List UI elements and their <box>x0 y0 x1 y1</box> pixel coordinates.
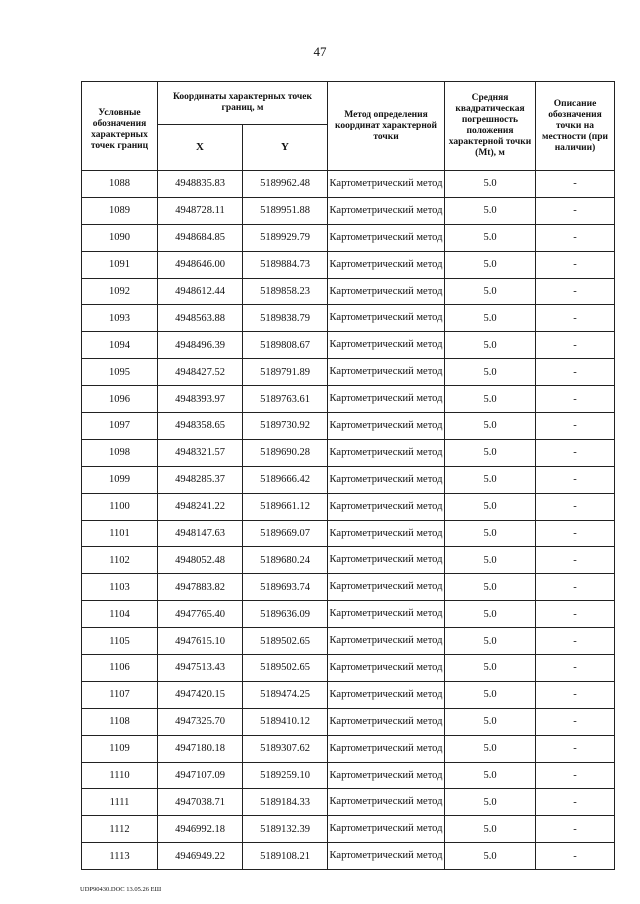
description-cell: - <box>536 655 615 682</box>
description-cell: - <box>536 628 615 655</box>
error-cell: 5.0 <box>445 520 536 547</box>
table-row <box>82 224 615 251</box>
error-cell: 5.0 <box>445 843 536 870</box>
error-cell: 5.0 <box>445 789 536 816</box>
x-coordinate-cell: 4947325.70 <box>158 708 243 735</box>
method-cell: Картометрический метод <box>328 466 445 493</box>
x-coordinate-cell: 4948241.22 <box>158 493 243 520</box>
table-row <box>82 681 615 708</box>
table-row <box>82 628 615 655</box>
error-cell: 5.0 <box>445 762 536 789</box>
method-cell: Картометрический метод <box>328 655 445 682</box>
description-cell: - <box>536 439 615 466</box>
description-cell: - <box>536 171 615 198</box>
table-row <box>82 359 615 386</box>
point-id-cell: 1100 <box>82 493 158 520</box>
error-cell: 5.0 <box>445 628 536 655</box>
point-id-cell: 1102 <box>82 547 158 574</box>
y-coordinate-cell: 5189108.21 <box>243 843 328 870</box>
table-row <box>82 816 615 843</box>
description-cell: - <box>536 789 615 816</box>
y-coordinate-cell: 5189791.89 <box>243 359 328 386</box>
point-id-cell: 1107 <box>82 681 158 708</box>
y-coordinate-cell: 5189474.25 <box>243 681 328 708</box>
x-coordinate-cell: 4947180.18 <box>158 735 243 762</box>
point-id-cell: 1105 <box>82 628 158 655</box>
error-cell: 5.0 <box>445 439 536 466</box>
method-cell: Картометрический метод <box>328 493 445 520</box>
x-coordinate-cell: 4948147.63 <box>158 520 243 547</box>
error-cell: 5.0 <box>445 386 536 413</box>
description-cell: - <box>536 466 615 493</box>
description-cell: - <box>536 359 615 386</box>
error-cell: 5.0 <box>445 493 536 520</box>
x-coordinate-cell: 4948358.65 <box>158 413 243 440</box>
method-cell: Картометрический метод <box>328 278 445 305</box>
x-coordinate-cell: 4946992.18 <box>158 816 243 843</box>
description-cell: - <box>536 197 615 224</box>
y-coordinate-cell: 5189661.12 <box>243 493 328 520</box>
method-cell: Картометрический метод <box>328 681 445 708</box>
point-id-cell: 1097 <box>82 413 158 440</box>
table-row <box>82 547 615 574</box>
table-row <box>82 520 615 547</box>
y-coordinate-cell: 5189680.24 <box>243 547 328 574</box>
point-id-cell: 1091 <box>82 251 158 278</box>
y-coordinate-cell: 5189763.61 <box>243 386 328 413</box>
table-row <box>82 197 615 224</box>
table-row <box>82 762 615 789</box>
error-cell: 5.0 <box>445 681 536 708</box>
method-cell: Картометрический метод <box>328 251 445 278</box>
point-id-cell: 1095 <box>82 359 158 386</box>
table-row <box>82 439 615 466</box>
x-coordinate-cell: 4948285.37 <box>158 466 243 493</box>
x-coordinate-cell: 4947420.15 <box>158 681 243 708</box>
point-id-cell: 1090 <box>82 224 158 251</box>
x-coordinate-cell: 4948427.52 <box>158 359 243 386</box>
error-cell: 5.0 <box>445 601 536 628</box>
y-coordinate-cell: 5189929.79 <box>243 224 328 251</box>
point-id-cell: 1113 <box>82 843 158 870</box>
error-cell: 5.0 <box>445 708 536 735</box>
y-coordinate-cell: 5189259.10 <box>243 762 328 789</box>
description-cell: - <box>536 708 615 735</box>
table-row <box>82 171 615 198</box>
table-row <box>82 601 615 628</box>
description-cell: - <box>536 762 615 789</box>
coordinates-table <box>81 81 615 870</box>
method-cell: Картометрический метод <box>328 171 445 198</box>
point-id-cell: 1112 <box>82 816 158 843</box>
x-coordinate-cell: 4948321.57 <box>158 439 243 466</box>
table-row <box>82 574 615 601</box>
header-description: Описание обозначения точки на местности (при наличии) <box>536 82 615 171</box>
x-coordinate-cell: 4947615.10 <box>158 628 243 655</box>
error-cell: 5.0 <box>445 466 536 493</box>
method-cell: Картометрический метод <box>328 439 445 466</box>
table-row <box>82 735 615 762</box>
header-method: Метод определения координат характерной точки <box>328 82 445 171</box>
error-cell: 5.0 <box>445 359 536 386</box>
y-coordinate-cell: 5189502.65 <box>243 655 328 682</box>
description-cell: - <box>536 601 615 628</box>
y-coordinate-cell: 5189636.09 <box>243 601 328 628</box>
description-cell: - <box>536 305 615 332</box>
method-cell: Картометрический метод <box>328 413 445 440</box>
error-cell: 5.0 <box>445 278 536 305</box>
point-id-cell: 1094 <box>82 332 158 359</box>
method-cell: Картометрический метод <box>328 574 445 601</box>
point-id-cell: 1092 <box>82 278 158 305</box>
description-cell: - <box>536 386 615 413</box>
method-cell: Картометрический метод <box>328 816 445 843</box>
method-cell: Картометрический метод <box>328 547 445 574</box>
description-cell: - <box>536 520 615 547</box>
table-row <box>82 305 615 332</box>
method-cell: Картометрический метод <box>328 601 445 628</box>
header-point-designation: Условные обозначения характерных точек границ <box>82 82 158 171</box>
error-cell: 5.0 <box>445 224 536 251</box>
x-coordinate-cell: 4948612.44 <box>158 278 243 305</box>
point-id-cell: 1111 <box>82 789 158 816</box>
point-id-cell: 1110 <box>82 762 158 789</box>
method-cell: Картометрический метод <box>328 520 445 547</box>
method-cell: Картометрический метод <box>328 332 445 359</box>
error-cell: 5.0 <box>445 655 536 682</box>
method-cell: Картометрический метод <box>328 762 445 789</box>
point-id-cell: 1104 <box>82 601 158 628</box>
point-id-cell: 1103 <box>82 574 158 601</box>
y-coordinate-cell: 5189838.79 <box>243 305 328 332</box>
x-coordinate-cell: 4948563.88 <box>158 305 243 332</box>
method-cell: Картометрический метод <box>328 305 445 332</box>
description-cell: - <box>536 843 615 870</box>
table-row <box>82 386 615 413</box>
error-cell: 5.0 <box>445 251 536 278</box>
point-id-cell: 1093 <box>82 305 158 332</box>
header-row <box>82 82 615 125</box>
table-row <box>82 655 615 682</box>
description-cell: - <box>536 493 615 520</box>
description-cell: - <box>536 735 615 762</box>
y-coordinate-cell: 5189184.33 <box>243 789 328 816</box>
y-coordinate-cell: 5189884.73 <box>243 251 328 278</box>
x-coordinate-cell: 4948646.00 <box>158 251 243 278</box>
error-cell: 5.0 <box>445 413 536 440</box>
y-coordinate-cell: 5189502.65 <box>243 628 328 655</box>
description-cell: - <box>536 816 615 843</box>
table-row <box>82 251 615 278</box>
point-id-cell: 1109 <box>82 735 158 762</box>
method-cell: Картометрический метод <box>328 386 445 413</box>
description-cell: - <box>536 332 615 359</box>
y-coordinate-cell: 5189808.67 <box>243 332 328 359</box>
header-y: Y <box>243 125 328 171</box>
error-cell: 5.0 <box>445 547 536 574</box>
x-coordinate-cell: 4947038.71 <box>158 789 243 816</box>
x-coordinate-cell: 4948684.85 <box>158 224 243 251</box>
table-row <box>82 466 615 493</box>
point-id-cell: 1089 <box>82 197 158 224</box>
y-coordinate-cell: 5189669.07 <box>243 520 328 547</box>
error-cell: 5.0 <box>445 816 536 843</box>
description-cell: - <box>536 574 615 601</box>
table-row <box>82 708 615 735</box>
point-id-cell: 1106 <box>82 655 158 682</box>
y-coordinate-cell: 5189951.88 <box>243 197 328 224</box>
error-cell: 5.0 <box>445 332 536 359</box>
description-cell: - <box>536 251 615 278</box>
table-row <box>82 843 615 870</box>
x-coordinate-cell: 4947107.09 <box>158 762 243 789</box>
y-coordinate-cell: 5189693.74 <box>243 574 328 601</box>
description-cell: - <box>536 547 615 574</box>
method-cell: Картометрический метод <box>328 628 445 655</box>
description-cell: - <box>536 278 615 305</box>
y-coordinate-cell: 5189410.12 <box>243 708 328 735</box>
point-id-cell: 1098 <box>82 439 158 466</box>
method-cell: Картометрический метод <box>328 789 445 816</box>
error-cell: 5.0 <box>445 305 536 332</box>
table-row <box>82 493 615 520</box>
point-id-cell: 1099 <box>82 466 158 493</box>
point-id-cell: 1108 <box>82 708 158 735</box>
x-coordinate-cell: 4948052.48 <box>158 547 243 574</box>
table-row <box>82 789 615 816</box>
x-coordinate-cell: 4948835.83 <box>158 171 243 198</box>
x-coordinate-cell: 4946949.22 <box>158 843 243 870</box>
method-cell: Картометрический метод <box>328 708 445 735</box>
point-id-cell: 1088 <box>82 171 158 198</box>
method-cell: Картометрический метод <box>328 197 445 224</box>
header-coordinates: Координаты характерных точек границ, м <box>158 82 328 125</box>
description-cell: - <box>536 413 615 440</box>
table-row <box>82 332 615 359</box>
error-cell: 5.0 <box>445 735 536 762</box>
description-cell: - <box>536 681 615 708</box>
x-coordinate-cell: 4948393.97 <box>158 386 243 413</box>
y-coordinate-cell: 5189730.92 <box>243 413 328 440</box>
point-id-cell: 1101 <box>82 520 158 547</box>
x-coordinate-cell: 4947765.40 <box>158 601 243 628</box>
error-cell: 5.0 <box>445 171 536 198</box>
table-row <box>82 278 615 305</box>
header-error: Средняя квадратическая погрешность положения характерной точки (Mt), м <box>445 82 536 171</box>
y-coordinate-cell: 5189132.39 <box>243 816 328 843</box>
method-cell: Картометрический метод <box>328 843 445 870</box>
method-cell: Картометрический метод <box>328 359 445 386</box>
x-coordinate-cell: 4948496.39 <box>158 332 243 359</box>
y-coordinate-cell: 5189666.42 <box>243 466 328 493</box>
file-footer: UDP90430.DOC 13.05.26 ЕШ <box>80 886 162 893</box>
point-id-cell: 1096 <box>82 386 158 413</box>
y-coordinate-cell: 5189962.48 <box>243 171 328 198</box>
y-coordinate-cell: 5189307.62 <box>243 735 328 762</box>
x-coordinate-cell: 4947513.43 <box>158 655 243 682</box>
header-x: X <box>158 125 243 171</box>
method-cell: Картометрический метод <box>328 735 445 762</box>
table-row <box>82 413 615 440</box>
error-cell: 5.0 <box>445 197 536 224</box>
x-coordinate-cell: 4948728.11 <box>158 197 243 224</box>
y-coordinate-cell: 5189690.28 <box>243 439 328 466</box>
table-body <box>82 171 615 870</box>
description-cell: - <box>536 224 615 251</box>
y-coordinate-cell: 5189858.23 <box>243 278 328 305</box>
error-cell: 5.0 <box>445 574 536 601</box>
method-cell: Картометрический метод <box>328 224 445 251</box>
page-number: 47 <box>313 44 327 59</box>
x-coordinate-cell: 4947883.82 <box>158 574 243 601</box>
